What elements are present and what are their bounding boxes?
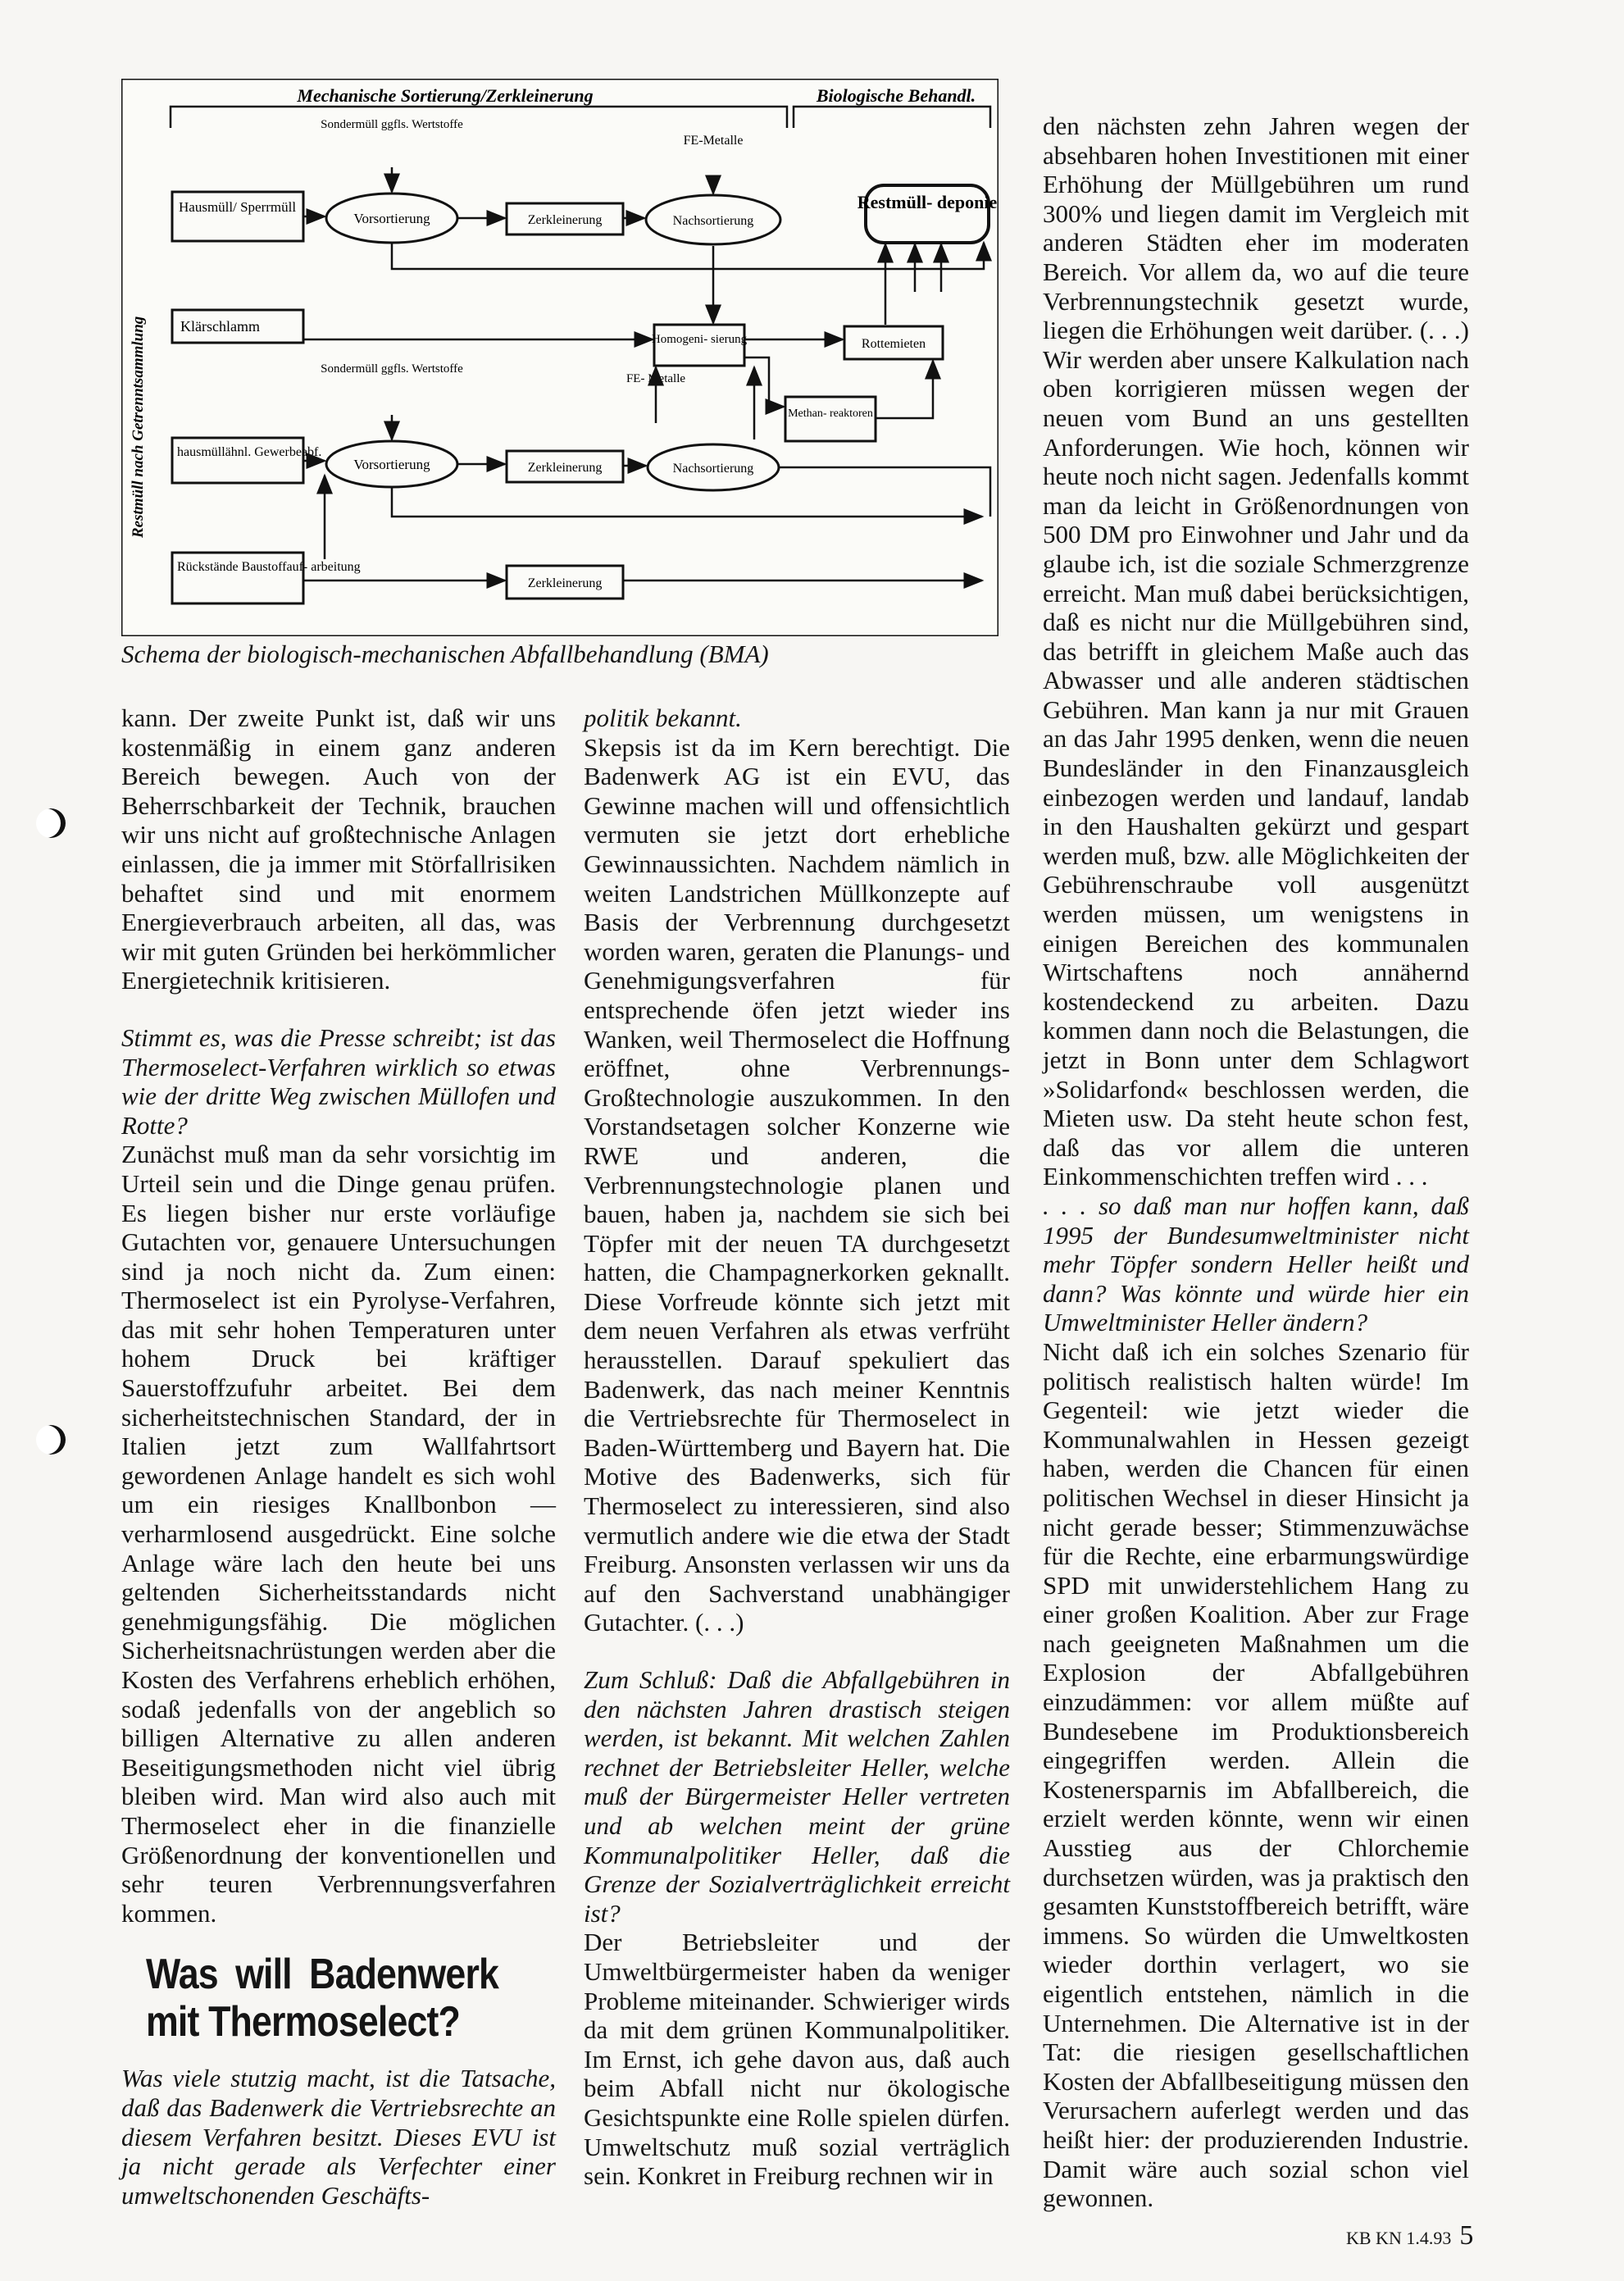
output-hazardous-1: Sondermüll ggfls. Wertstoffe: [321, 118, 463, 131]
paragraph-gap: [584, 1637, 1010, 1665]
interview-question: Zum Schluß: Daß die Abfallgebühren in den nächsten Jahren drastisch steigen werden, ist bekannt. Mit welchen Zahlen rechnet der Betriebsleiter Heller, welche muß der Bürgermeister Heller vertreten und ab welchen meint der grüne Kommunalpolitiker Heller, daß die Grenze der Sozialverträglichkeit erreicht ist?: [584, 1665, 1010, 1928]
side-label: Restmüll nach Getrenntsammlung: [130, 316, 147, 538]
binder-hole-icon: [36, 808, 66, 838]
interview-question: politik bekannt.: [584, 703, 742, 732]
step-vorsortierung-1: Vorsortierung: [353, 211, 430, 226]
answer-paragraph: Zunächst muß man da sehr vorsichtig im Urteil sein und die Dinge genau prüfen. Es liegen bisher nur erste vorläufige Gutachten vor, genauere Untersuchungen sind ja noch nicht da. Zum einen: Thermoselect ist ein Pyrolyse-Verfahren, das mit sehr hohen Temperaturen unter hohem Druck bei kräftiger Sauerstoffzufuhr arbeitet. Bei dem sicherheitstechnischen Standard, der in Italien jetzt zum Wallfahrtsort gewordenen Anlage handelt es sich wohl um ein riesiges Knallbonbon — verharmlosend ausgedrückt. Eine solche Anlage wäre lach den heute bei uns geltenden Sicherheitsstandards nicht genehmigungsfähig. Die möglichen Sicherheitsnachrüstungen werden aber die Kosten des Verfahrens erheblich erhöhen, sodaß jedenfalls von der angeblich so billigen Alternative zu allen anderen Beseitigungsmethoden nicht viel übrig bleiben wird. Man wird also auch mit Thermoselect eher in die finanzielle Größenordnung der konventionellen und sehr teuren Verbrennungsverfahren kommen.: [121, 1140, 556, 1928]
step-deponie: Restmüll- deponie: [857, 192, 998, 212]
paragraph-gap: [121, 995, 556, 1023]
interview-question: . . . so daß man nur hoffen kann, daß 1995 der Bundesumweltminister nicht mehr Töpfer sondern Heller heißt und dann? Was könnte und würde hier ein Umweltminister Heller ändern?: [1043, 1191, 1469, 1337]
step-nachsortierung-1: Nachsortierung: [672, 214, 754, 228]
page-number: 5: [1459, 2220, 1474, 2251]
input-klaerschlamm: Klärschlamm: [180, 318, 260, 335]
interview-question: Was viele stutzig macht, ist die Tatsache, daß das Badenwerk die Vertriebsrechte an diesem Verfahren besitzt. Dieses EVU ist ja nicht gerade als Verfechter einer umweltschonenden Geschäfts-: [121, 2064, 556, 2210]
issue-label: KB KN 1.4.93: [1346, 2228, 1452, 2248]
step-homogenisierung: Homogeni- sierung: [651, 333, 748, 346]
step-zerkleinerung-2: Zerkleinerung: [527, 461, 603, 475]
step-nachsortierung-2: Nachsortierung: [672, 462, 754, 476]
step-vorsortierung-2: Vorsortierung: [353, 457, 430, 472]
bma-flow-diagram: [121, 79, 999, 636]
text-column-right: [1043, 112, 1469, 2213]
output-fe-metals-1: FE-Metalle: [683, 134, 744, 148]
answer-paragraph: Skepsis ist da im Kern berechtigt. Die Badenwerk AG ist ein EVU, das Gewinne machen will und offensichtlich vermuten sie jetzt dort erhebliche Gewinnaussichten. Nachdem nämlich in weiten Landstrichen Müllkonzepte auf Basis der Verbrennung durchgesetzt worden waren, geraten die Planungs- und Genehmigungsverfahren für entsprechende öfen jetzt wieder ins Wanken, weil Thermoselect die Hoffnung eröffnet, ohne Verbrennungs-Großtechnologie auszukommen. In den Vorstandsetagen solcher Konzerne wie RWE und anderen, die Verbrennungstechnologie planen und bauen, haben ja, nachdem sie sich bei Töpfer mit der neuen TA durchgesetzt hatten, die Champagnerkorken geknallt. Diese Vorfreude könnte sich jetzt mit dem neuen Verfahren als etwas verfrüht herausstellen. Darauf spekuliert das Badenwerk, das nach meiner Kenntnis die Vertriebsrechte für Thermoselect in Baden-Württemberg und Bayern hat. Die Motive des Badenwerks, sich für Thermoselect zu interessieren, sind also vermutlich andere wie die etwa der Stadt Freiburg. Ansonsten verlassen wir uns da auf den Sachverstand unabhängiger Gutachter. (. . .): [584, 732, 1010, 1637]
input-baustoff: Rückstände Baustoffauf- arbeitung: [177, 560, 361, 574]
answer-paragraph: Der Betriebsleiter und der Umweltbürgermeister haben da weniger Probleme miteinander. Schwieriger wirds da mit dem grünen Kommunalpolitiker. Im Ernst, ich gehe davon aus, daß auch beim Abfall nicht nur ökologische Gesichtspunkte eine Rolle spielen dürfen. Umweltschutz muß sozial verträglich sein. Konkret in Freiburg rechnen wir in: [584, 1928, 1010, 2191]
section-headline: Was will Badenwerk mit Thermoselect?: [146, 1951, 498, 2047]
step-zerkleinerung-3: Zerkleinerung: [527, 576, 603, 590]
answer-paragraph: kann. Der zweite Punkt ist, daß wir uns kostenmäßig in einem ganz anderen Bereich bewegen. Auch von der Beherrschbarkeit der Technik, brauchen wir uns nicht auf großtechnische Anlagen einlassen, die ja immer mit Störfallrisiken behaftet sind und mit enormem Energieverbrauch arbeiten, all das, was wir mit guten Gründen bei herkömmlicher Energietechnik kritisieren.: [121, 703, 556, 995]
text-column-left: [121, 703, 556, 2210]
section-mechanical: Mechanische Sortierung/Zerkleinerung: [297, 85, 594, 106]
step-rottemieten: Rottemieten: [861, 337, 926, 351]
step-zerkleinerung-1: Zerkleinerung: [527, 213, 603, 227]
text-column-middle: [584, 703, 1010, 2191]
input-hausmuell: Hausmüll/ Sperrmüll: [179, 199, 297, 215]
output-fe-metals-2: FE- Metalle: [625, 372, 686, 385]
step-methanreaktoren: Methan- reaktoren: [788, 407, 873, 420]
output-hazardous-2: Sondermüll ggfls. Wertstoffe: [321, 362, 463, 376]
section-biological: Biologische Behandl.: [816, 85, 976, 106]
input-gewerbe: hausmüllähnl. Gewerbeabf.: [177, 445, 322, 459]
page-footer: [1346, 2220, 1473, 2251]
interview-question: Stimmt es, was die Presse schreibt; ist das Thermoselect-Verfahren wirklich so etwas wie der dritte Weg zwischen Müllofen und Rotte?: [121, 1022, 556, 1140]
binder-hole-icon: [36, 1425, 66, 1455]
answer-paragraph: Nicht daß ich ein solches Szenario für politisch realistisch halten würde! Im Gegenteil: wie jetzt wieder die Kommunalwahlen in Hessen gezeigt haben, werden die Chancen für einen politischen Wechsel in dieser Hinsicht ja nicht gerade besser; Stimmenzuwächse für die Rechte, eine erbarmungswürdige SPD mit unwiderstehlichem Hang zu einer großen Koalition. Aber zur Frage nach geeigneten Maßnahmen um die Explosion der Abfallgebühren einzudämmen: vor allem müßte auf Bundesebene im Produktionsbereich eingegriffen werden. Allein die Kostenersparnis im Abfallbereich, die erzielt werden könnte, wenn wir einen Ausstieg aus der Chlorchemie durchsetzen würden, was ja praktisch den gesamten Kunststoffbereich betrifft, wäre immens. So würden die Umweltkosten wieder dorthin verlagert, wo sie eigentlich entstehen, nämlich in die Unternehmen. Die Alternative ist in der Tat: die riesigen gesellschaftlichen Kosten der Abfallbeseitigung müssen den Verursachern auferlegt werden und das heißt hier: der produzierenden Industrie. Damit wäre auch sozial schon viel gewonnen.: [1043, 1336, 1469, 2213]
diagram-caption: Schema der biologisch-mechanischen Abfallbehandlung (BMA): [121, 640, 769, 668]
answer-paragraph: den nächsten zehn Jahren wegen der absehbaren hohen Investitionen mit einer Erhöhung der Müllgebühren um rund 300% und liegen damit im Vergleich mit anderen Städten eher im moderaten Bereich. Vor allem da, wo auf die teure Verbrennungstechnik gesetzt wurde, liegen die Erhöhungen weit darüber. (. . .) Wir werden aber unsere Kalkulation nach oben korrigieren müssen wegen der neuen vom Bund an uns gestellten Anforderungen. Wie hoch, können wir heute noch nicht sagen. Jedenfalls kommt man da leicht in Größenordnungen von 500 DM pro Einwohner und Jahr und da glaube ich, ist die soziale Schmerzgrenze erreicht. Man muß dabei berücksichtigen, daß es nicht nur die Müllgebühren sind, das betrifft in gleichem Maße auch das Abwasser und alle anderen städtischen Gebühren. Man kann ja nur mit Grauen an das Jahr 1995 denken, wenn die neuen Bundesländer in den Finanzausgleich einbezogen werden und landauf, landab in den Haushalten gekürzt und gespart werden muß, bzw. alle Möglichkeiten der Gebührenschraube voll ausgenützt werden müssen, um wenigstens in einigen Bereichen des kommunalen Wirtschaftens noch annähernd kostendeckend zu arbeiten. Dazu kommen dann noch die Belastungen, die jetzt in Bonn unter dem Schlagwort »Solidarfond« beschlossen werden, die Mieten usw. Da steht heute schon fest, daß das vor allem die unteren Einkommenschichten treffen wird . . .: [1043, 112, 1469, 1191]
